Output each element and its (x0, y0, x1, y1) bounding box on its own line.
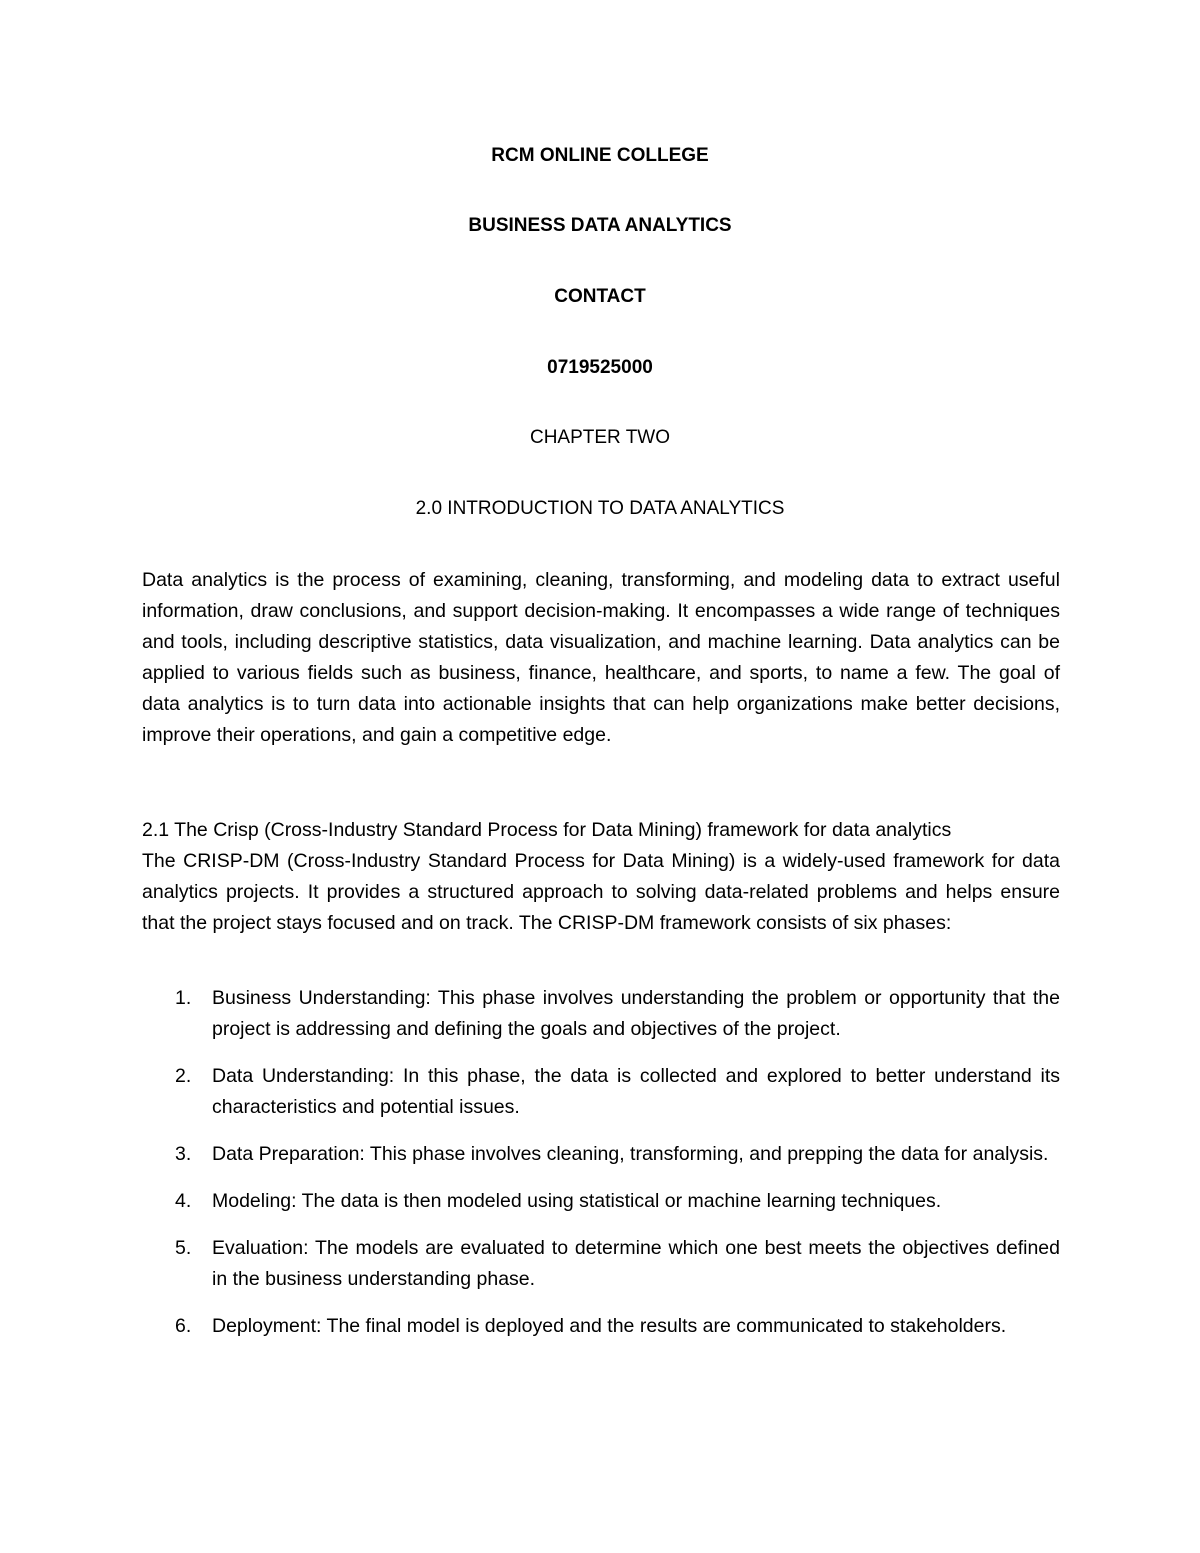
list-item (142, 1233, 1060, 1295)
list-text: Modeling: The data is then modeled using statistical or machine learning techniques. (212, 1190, 942, 1212)
list-text: Deployment: The final model is deployed and the results are communicated to stakeholders. (212, 1315, 1007, 1337)
list-number: 3. (175, 1143, 192, 1165)
college-name: RCM ONLINE COLLEGE (491, 145, 709, 166)
contact-phone: 0719525000 (547, 357, 653, 378)
list-item (142, 1061, 1060, 1123)
list-number: 6. (175, 1315, 192, 1337)
list-text: Evaluation: The models are evaluated to determine which one best meets the objectives defined in the business understanding phase. (212, 1237, 1060, 1290)
list-number: 4. (175, 1190, 192, 1212)
list-item (142, 1139, 1060, 1170)
list-item (142, 983, 1060, 1045)
course-title: BUSINESS DATA ANALYTICS (468, 215, 732, 236)
list-number: 2. (175, 1065, 192, 1087)
list-item (142, 1311, 1060, 1342)
list-number: 1. (175, 987, 192, 1009)
list-item (142, 1186, 1060, 1217)
intro-paragraph: Data analytics is the process of examining, cleaning, transforming, and modeling data to extract useful information, draw conclusions, and support decision-making. It encompasses a wide range of techniques and tools, including descriptive statistics, data visualization, and machine learning. Data analytics can be applied to various fields such as business, finance, healthcare, and sports, to name a few. The goal of data analytics is to turn data into actionable insights that can help organizations make better decisions, improve their operations, and gain a competitive edge. (142, 569, 1060, 746)
chapter-title: CHAPTER TWO (529, 427, 671, 448)
crisp-heading: 2.1 The Crisp (Cross-Industry Standard Process for Data Mining) framework for data analytics (142, 819, 952, 841)
list-number: 5. (175, 1237, 192, 1259)
list-text: Data Preparation: This phase involves cleaning, transforming, and prepping the data for analysis. (212, 1143, 1049, 1165)
list-text: Data Understanding: In this phase, the data is collected and explored to better understand its characteristics and potential issues. (212, 1065, 1060, 1118)
list-text: Business Understanding: This phase involves understanding the problem or opportunity that the project is addressing and defining the goals and objectives of the project. (212, 987, 1060, 1040)
crisp-paragraph: The CRISP-DM (Cross-Industry Standard Process for Data Mining) is a widely-used framework for data analytics projects. It provides a structured approach to solving data-related problems and helps ensure that the project stays focused and on track. The CRISP-DM framework consists of six phases: (142, 850, 1060, 934)
crisp-phase-list (142, 983, 1060, 1358)
contact-label: CONTACT (554, 286, 646, 307)
crisp-section (142, 815, 1060, 939)
section-title: 2.0 INTRODUCTION TO DATA ANALYTICS (415, 498, 785, 519)
